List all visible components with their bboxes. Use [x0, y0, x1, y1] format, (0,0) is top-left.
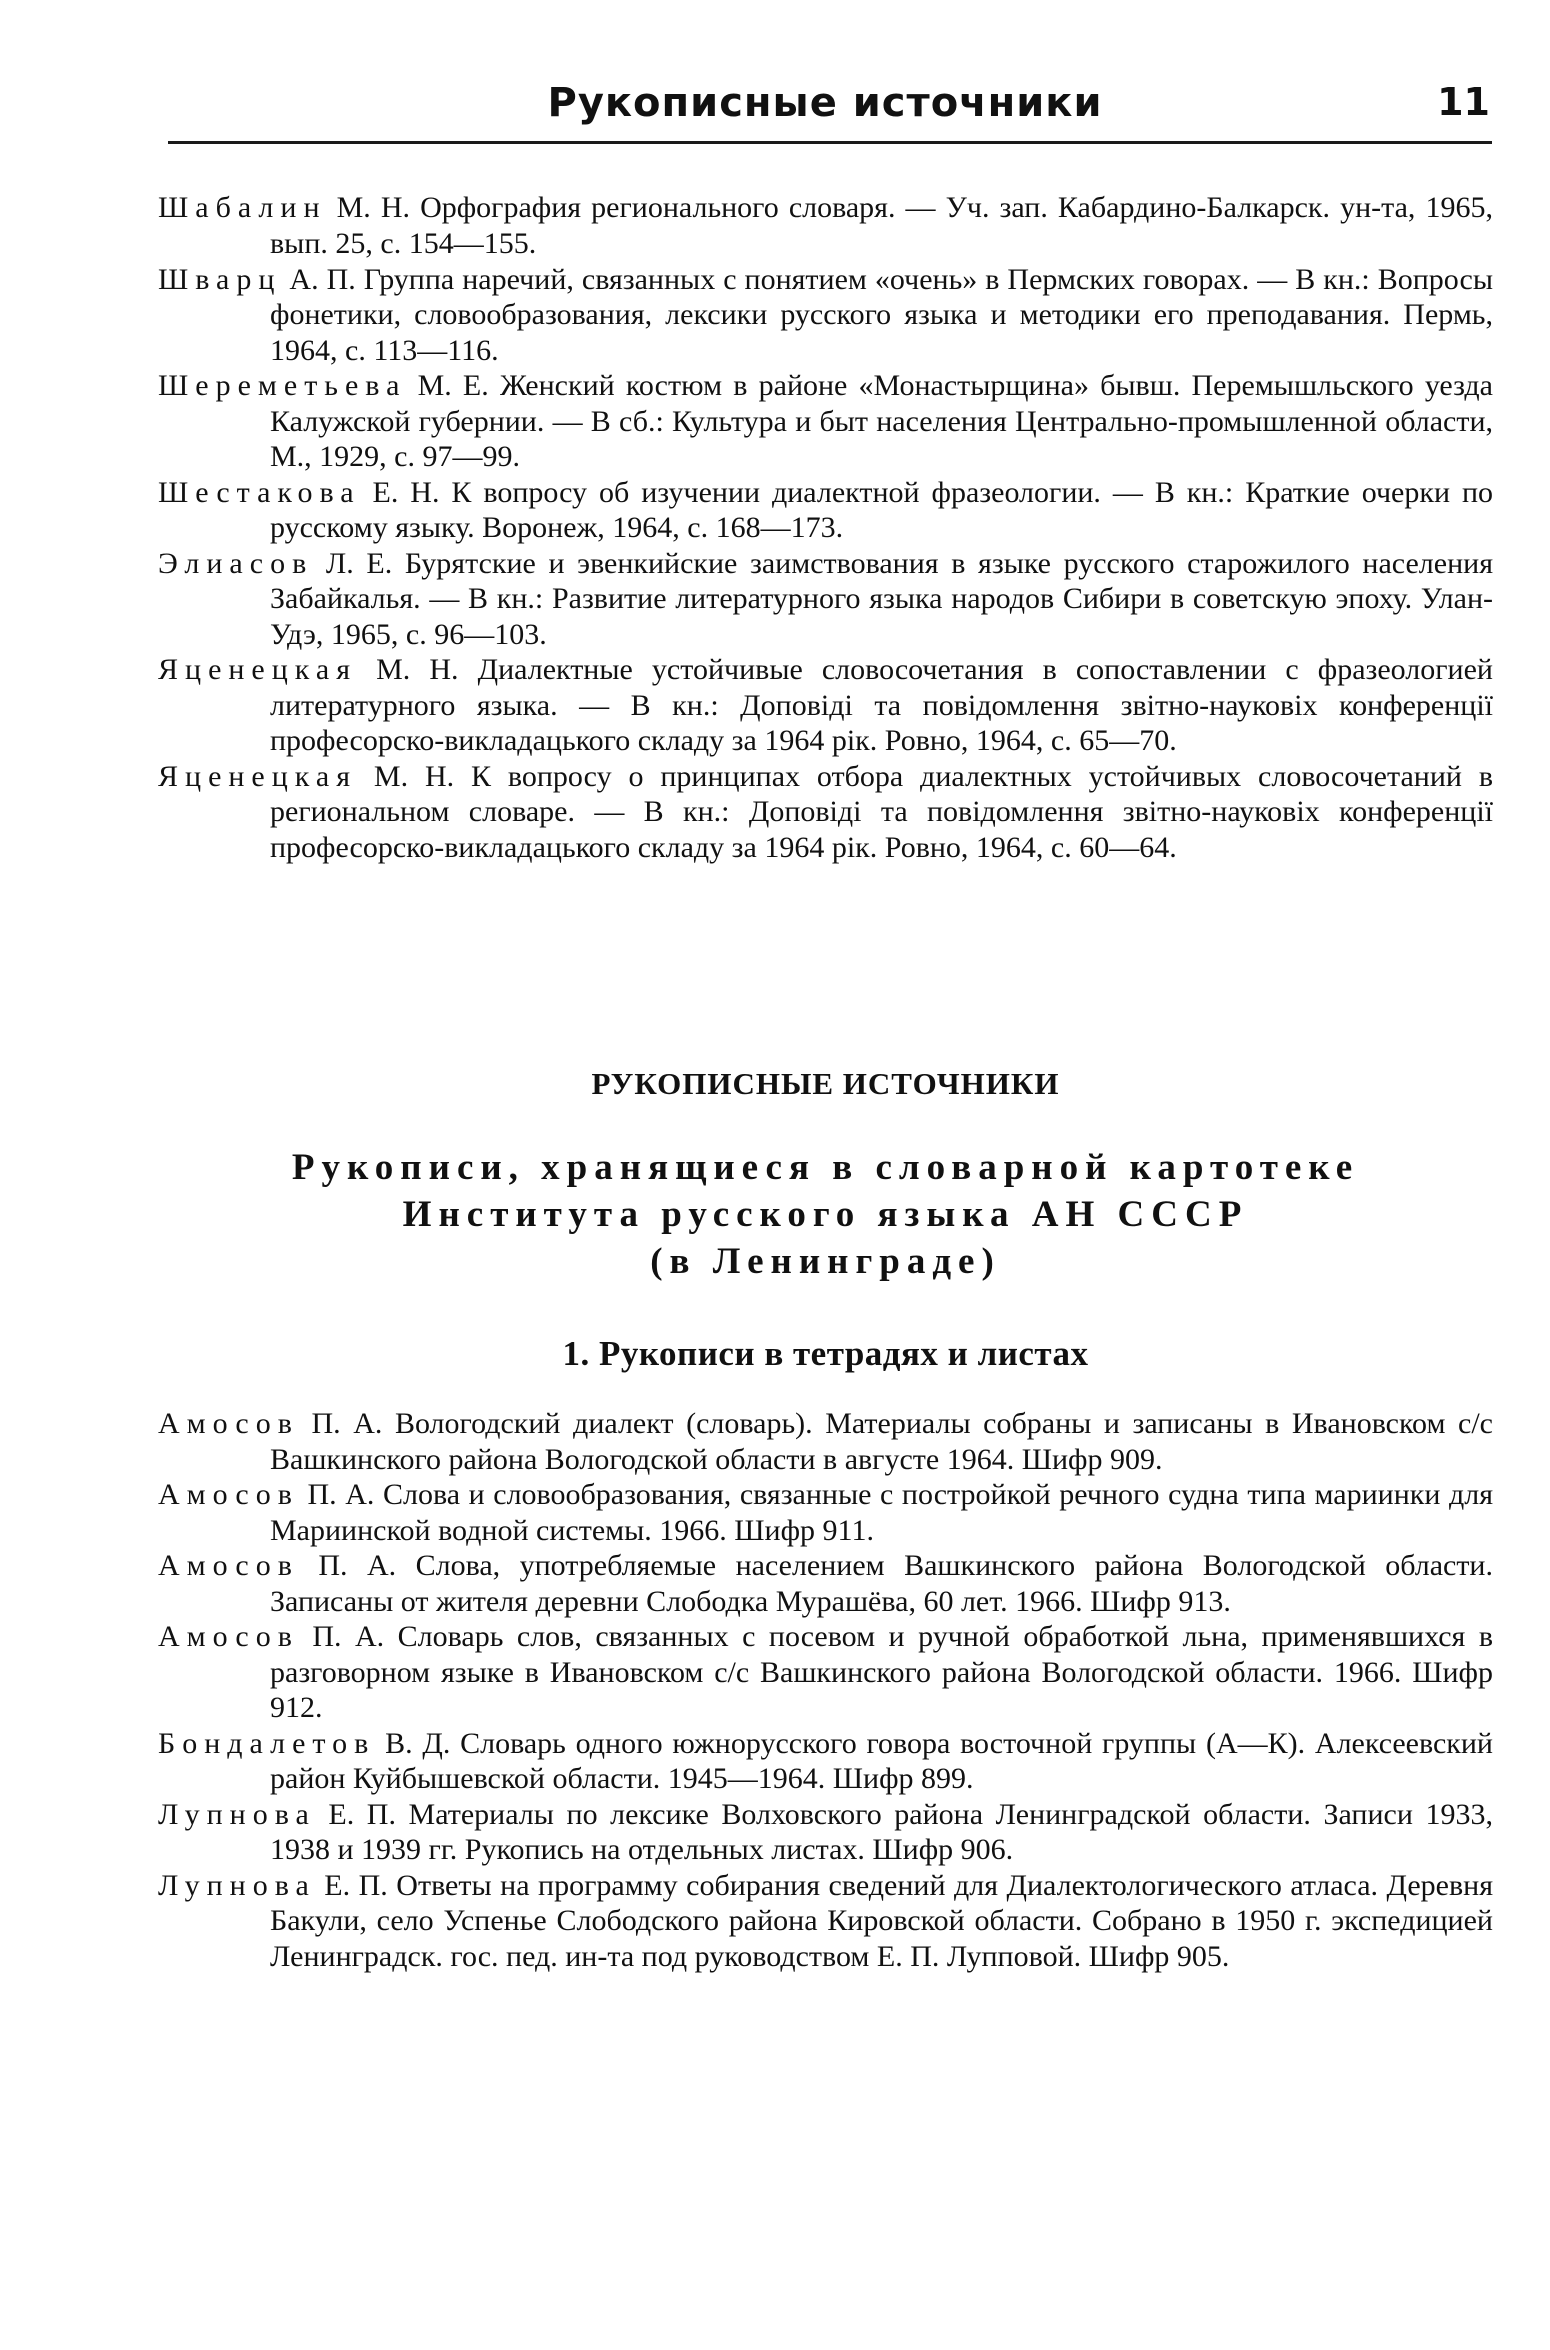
- manuscript-entry: [158, 1406, 1493, 1477]
- entry-text: М. Н. Диалектные устойчивые словосочетания в сопоставлении с фразеологией литературного языка. — В кн.: Доповіді та повідомлення звітно-науковіх конференції професорско-викладацького складу за 1964 рік. Ровно, 1964, с. 65—70.: [270, 653, 1493, 757]
- bibliography-entry: [158, 262, 1493, 369]
- entry-author: Шабалин: [158, 191, 327, 224]
- entry-author: Шестакова: [158, 475, 361, 509]
- entry-text: М. Н. К вопросу о принципах отбора диалектных устойчивых словосочетаний в региональном словаре. — В кн.: Доповіді та повідомлення звітно-науковіх конференції професорско-викладацького складу за 1964 рік. Ровно, 1964, с. 60—64.: [270, 759, 1493, 864]
- subtitle-line: (в Ленинграде): [650, 1241, 1001, 1282]
- entry-text: П. А. Вологодский диалект (словарь). Материалы собраны и записаны в Ивановском с/с Вашкинского района Вологодской области в августе 1964. Шифр 909.: [270, 1407, 1493, 1476]
- entry-text: А. П. Группа наречий, связанных с понятием «очень» в Пермских говорах. — В кн.: Вопросы фонетики, словообразования, лексики русского языка и методики его преподавания. Пермь, 1964, с. 113—116.: [270, 262, 1493, 367]
- manuscript-entry: [158, 1726, 1493, 1797]
- entry-author: Амосов: [158, 1620, 299, 1653]
- entry-author: Яценецкая: [158, 759, 358, 793]
- bibliography-entry: [158, 546, 1493, 653]
- entry-author: Элиасов: [158, 546, 314, 580]
- manuscript-entry: [158, 1868, 1493, 1975]
- entry-author: Амосов: [158, 1407, 299, 1440]
- bibliography-entry: [158, 759, 1493, 866]
- running-head: [160, 72, 1490, 142]
- entry-text: М. Е. Женский костюм в районе «Монастырщина» бывш. Перемышльского уезда Калужской губернии. — В сб.: Культура и быт населения Центрально-промышленной области, М., 1929, с. 97—99.: [270, 369, 1493, 473]
- bibliography-entry: [158, 368, 1493, 475]
- manuscript-entry: [158, 1477, 1493, 1548]
- entry-author: Лупнова: [158, 1797, 316, 1831]
- section-subtitle: [158, 1144, 1493, 1285]
- manuscript-entry: [158, 1619, 1493, 1726]
- bibliography-entry: [158, 652, 1493, 759]
- entry-author: Шереметьева: [158, 369, 407, 402]
- entry-author: Бондалетов: [158, 1726, 376, 1760]
- entry-author: Амосов: [158, 1549, 299, 1582]
- bibliography-entry: [158, 190, 1493, 261]
- header-rule: [168, 141, 1492, 144]
- entry-text: В. Д. Словарь одного южнорусского говора восточной группы (А—К). Алексеевский район Куйбышевской области. 1945—1964. Шифр 899.: [270, 1726, 1493, 1795]
- entry-text: Е. П. Материалы по лексике Волховского района Ленинградской области. Записи 1933, 1938 и 1939 гг. Рукопись на отдельных листах. Шифр 906.: [270, 1797, 1493, 1866]
- bibliography-entry: [158, 475, 1493, 546]
- manuscript-entry: [158, 1548, 1493, 1619]
- entry-text: П. А. Слова, употребляемые населением Вашкинского района Вологодской области. Записаны от жителя деревни Слободка Мурашёва, 60 лет. 1966. Шифр 913.: [270, 1549, 1493, 1618]
- manuscript-entry: [158, 1797, 1493, 1868]
- subsection-heading: 1. Рукописи в тетрадях и листах: [562, 1334, 1089, 1373]
- entry-text: П. А. Словарь слов, связанных с посевом и ручной обработкой льна, применявшихся в разговорном языке в Ивановском с/с Вашкинского района Вологодской области. 1966. Шифр 912.: [270, 1620, 1493, 1724]
- entry-author: Лупнова: [158, 1868, 316, 1902]
- entry-text: Л. Е. Бурятские и эвенкийские заимствования в языке русского старожилого населения Забайкалья. — В кн.: Развитие литературного языка народов Сибири в советскую эпоху. Улан-Удэ, 1965, с. 96—103.: [270, 546, 1493, 651]
- entry-author: Амосов: [158, 1478, 299, 1511]
- page-number: 11: [1437, 80, 1490, 124]
- section-title: РУКОПИСНЫЕ ИСТОЧНИКИ: [591, 1066, 1060, 1101]
- entry-text: Е. Н. К вопросу об изучении диалектной фразеологии. — В кн.: Краткие очерки по русскому языку. Воронеж, 1964, с. 168—173.: [270, 475, 1493, 544]
- subtitle-line: Института русского языка АН СССР: [402, 1194, 1249, 1235]
- entry-author: Шварц: [158, 262, 282, 296]
- entry-text: М. Н. Орфография регионального словаря. — Уч. зап. Кабардино-Балкарск. ун-та, 1965, вып. 25, с. 154—155.: [270, 191, 1493, 260]
- entry-text: П. А. Слова и словообразования, связанные с постройкой речного судна типа мариинки для Мариинской водной системы. 1966. Шифр 911.: [270, 1478, 1493, 1547]
- running-title: Рукописные источники: [547, 80, 1103, 126]
- entry-author: Яценецкая: [158, 653, 358, 686]
- subtitle-line: Рукописи, хранящиеся в словарной картотеке: [291, 1147, 1360, 1188]
- entry-text: Е. П. Ответы на программу собирания сведений для Диалектологического атласа. Деревня Бакули, село Успенье Слободского района Кировской области. Собрано в 1950 г. экспедицией Ленинградск. гос. пед. ин-та под руководством Е. П. Лупповой. Шифр 905.: [270, 1868, 1493, 1973]
- bibliography-list: [158, 190, 1493, 865]
- manuscript-list: [158, 1406, 1493, 1974]
